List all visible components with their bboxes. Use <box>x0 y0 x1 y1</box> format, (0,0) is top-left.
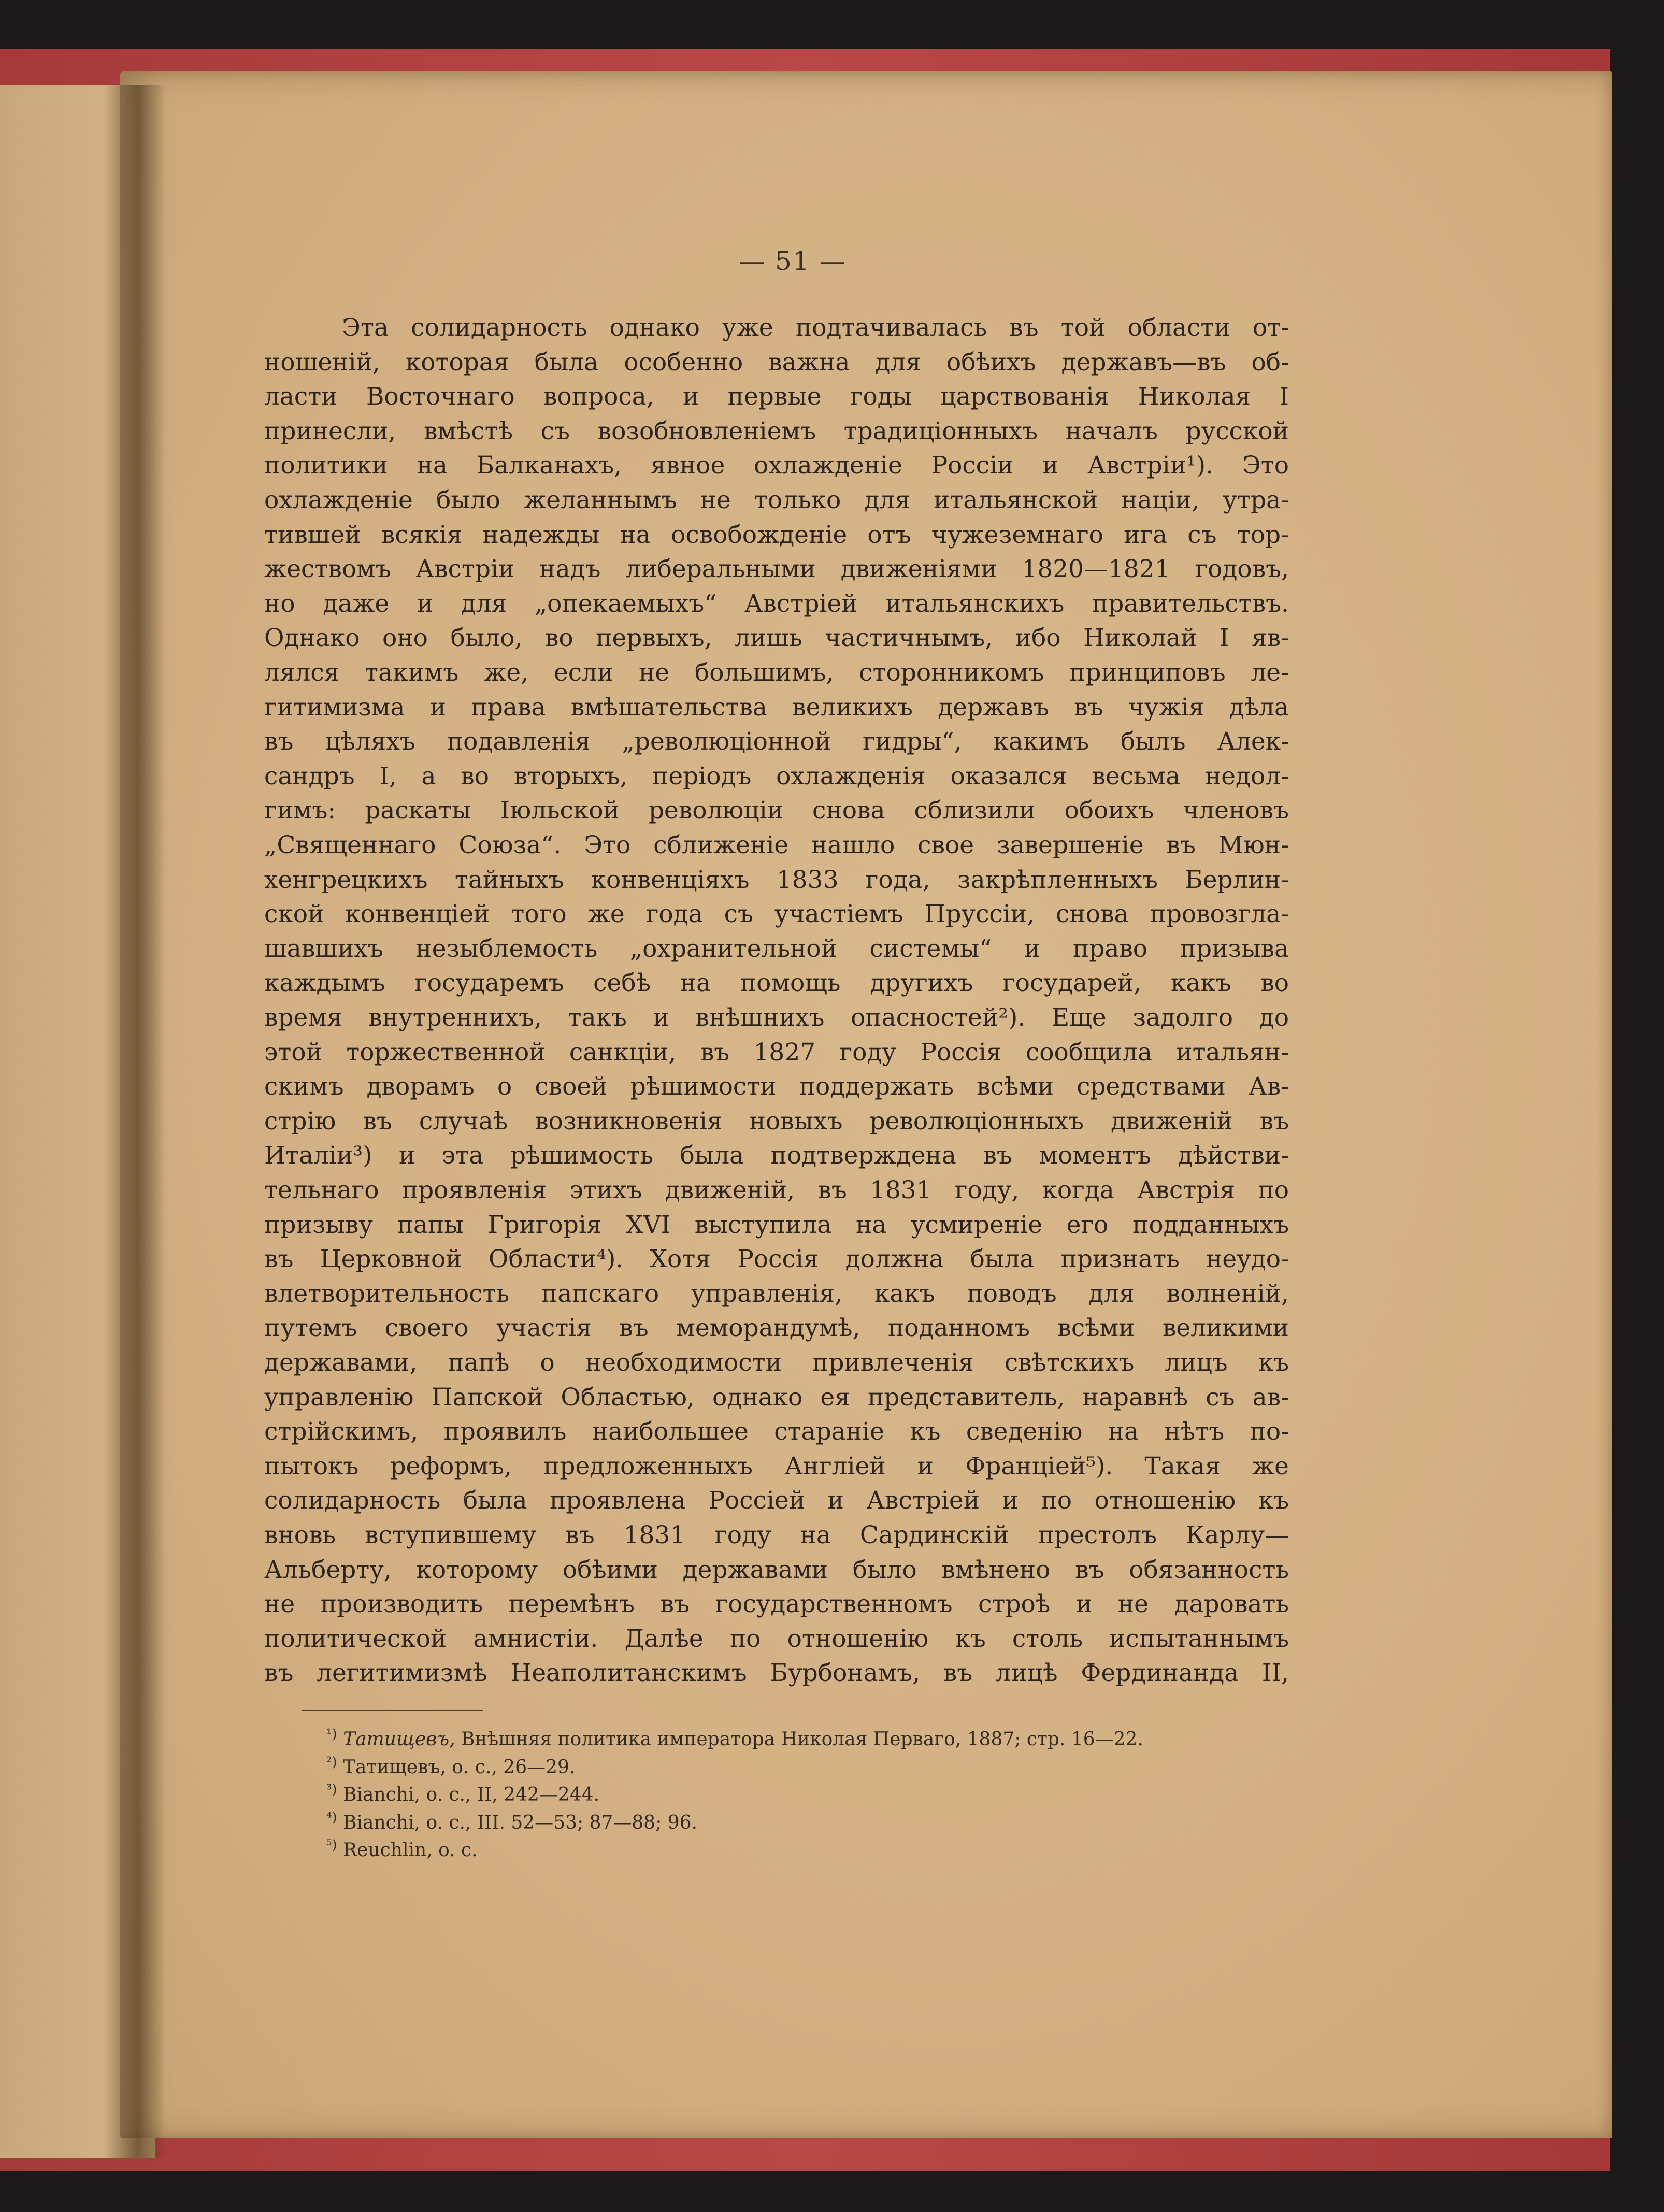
footnote-divider <box>302 1710 483 1711</box>
body-text-line: вновь вступившему въ 1831 году на Сардинскій престолъ Карлу— <box>264 1521 1289 1549</box>
body-text-line: гимъ: раскаты Іюльской революціи снова сблизили обоихъ членовъ <box>264 796 1289 825</box>
body-text-line: стрію въ случаѣ возникновенія новыхъ революціонныхъ движеній въ <box>264 1107 1289 1136</box>
body-text-line: „Священнаго Союза“. Это сближеніе нашло свое завершеніе въ Мюн- <box>264 831 1289 859</box>
page-number: — 51 — <box>739 246 847 276</box>
footnote-text: Bianchi, o. c., III. 52—53; 87—88; 96. <box>343 1812 697 1833</box>
body-text-line: въ Церковной Области⁴). Хотя Россія должна была признать неудо- <box>264 1245 1289 1274</box>
body-text-line: тившей всякія надежды на освобожденіе отъ чужеземнаго ига съ тор- <box>264 520 1289 549</box>
body-text-line: хенгрецкихъ тайныхъ конвенціяхъ 1833 года, закрѣпленныхъ Берлин- <box>264 865 1289 894</box>
footnote-text: Татищевъ, о. с., 26—29. <box>343 1756 576 1778</box>
body-text-line: солидарность была проявлена Россіей и Австріей и по отношенію къ <box>264 1486 1289 1515</box>
body-text-line: управленію Папской Областью, однако ея представитель, наравнѣ съ ав- <box>264 1383 1289 1412</box>
body-text-line: въ цѣляхъ подавленія „революціонной гидры“, какимъ былъ Алек- <box>264 727 1289 756</box>
footnote-text: Bianchi, o. c., II, 242—244. <box>343 1784 600 1805</box>
page-gutter-shadow <box>104 85 166 2158</box>
body-text-line: влетворительность папскаго управленія, какъ поводъ для волненій, <box>264 1279 1289 1308</box>
footnote-marker: ⁵) <box>326 1837 337 1853</box>
footnote-marker: ⁴) <box>326 1809 337 1826</box>
body-text-line: охлажденіе было желаннымъ не только для итальянской націи, утра- <box>264 486 1289 514</box>
body-text-line: въ легитимизмѣ Неаполитанскимъ Бурбонамъ, въ лицѣ Фердинанда II, <box>264 1659 1289 1688</box>
body-text-line: шавшихъ незыблемость „охранительной системы“ и право призыва <box>264 934 1289 963</box>
body-text-line: время внутреннихъ, такъ и внѣшнихъ опасностей²). Еще задолго до <box>264 1003 1289 1032</box>
footnote-text: Внѣшняя политика императора Николая Перваго, 1887; стр. 16—22. <box>461 1729 1143 1750</box>
body-text-line: путемъ своего участія въ меморандумѣ, поданномъ всѣми великими <box>264 1314 1289 1343</box>
body-text-line: гитимизма и права вмѣшательства великихъ державъ въ чужія дѣла <box>264 693 1289 722</box>
body-text-line: жествомъ Австріи надъ либеральными движеніями 1820—1821 годовъ, <box>264 555 1289 584</box>
body-text-line: стрійскимъ, проявилъ наибольшее стараніе къ сведенію на нѣтъ по- <box>264 1417 1289 1446</box>
body-text-line: пытокъ реформъ, предложенныхъ Англіей и Франціей⁵). Такая же <box>264 1452 1289 1481</box>
body-text-line: ской конвенціей того же года съ участіемъ Пруссіи, снова провозгла- <box>264 900 1289 929</box>
body-text-line: Альберту, которому обѣими державами было вмѣнено въ обязанность <box>264 1555 1289 1584</box>
body-text-line: призыву папы Григорія XVI выступила на усмиреніе его подданныхъ <box>264 1210 1289 1239</box>
body-text-line: державами, папѣ о необходимости привлеченія свѣтскихъ лицъ къ <box>264 1348 1289 1377</box>
body-text-line: Италіи³) и эта рѣшимость была подтверждена въ моментъ дѣйстви- <box>264 1141 1289 1170</box>
body-text-line: скимъ дворамъ о своей рѣшимости поддержать всѣми средствами Ав- <box>264 1072 1289 1101</box>
body-text-line: но даже и для „опекаемыхъ“ Австріей итальянскихъ правительствъ. <box>264 589 1289 618</box>
body-text-line: этой торжественной санкціи, въ 1827 году Россія сообщила итальян- <box>264 1038 1289 1067</box>
footnote-text: Reuchlin, o. c. <box>343 1840 478 1861</box>
footnote-marker: ³) <box>326 1782 337 1798</box>
footnote-author: Татищевъ, <box>343 1729 455 1750</box>
body-text-line: сандръ I, а во вторыхъ, періодъ охлажденія оказался весьма недол- <box>264 762 1289 791</box>
body-text-line: принесли, вмѣстѣ съ возобновленіемъ традиціонныхъ началъ русской <box>264 416 1289 446</box>
body-text-line: тельнаго проявленія этихъ движеній, въ 1831 году, когда Австрія по <box>264 1176 1289 1204</box>
body-text-line: каждымъ государемъ себѣ на помощь другихъ государей, какъ во <box>264 969 1289 998</box>
body-text-line: Однако оно было, во первыхъ, лишь частичнымъ, ибо Николай I яв- <box>264 624 1289 653</box>
body-text-line: лялся такимъ же, если не большимъ, сторонникомъ принциповъ ле- <box>264 658 1289 687</box>
footnote-marker: ²) <box>326 1754 337 1770</box>
body-text-line: Эта солидарность однако уже подтачивалась въ той области от- <box>342 313 1289 342</box>
body-text-line: ношеній, которая была особенно важна для обѣихъ державъ—въ об- <box>264 348 1289 377</box>
body-text-line: ласти Восточнаго вопроса, и первые годы царствованія Николая I <box>264 382 1289 411</box>
body-text-line: не производить перемѣнъ въ государственномъ строѣ и не даровать <box>264 1590 1289 1619</box>
body-text-line: политической амнистіи. Далѣе по отношенію къ столь испытаннымъ <box>264 1624 1289 1653</box>
footnote <box>326 1832 478 1864</box>
body-text-line: политики на Балканахъ, явное охлажденіе Россіи и Австріи¹). Это <box>264 451 1289 480</box>
footnote-marker: ¹) <box>326 1727 337 1742</box>
